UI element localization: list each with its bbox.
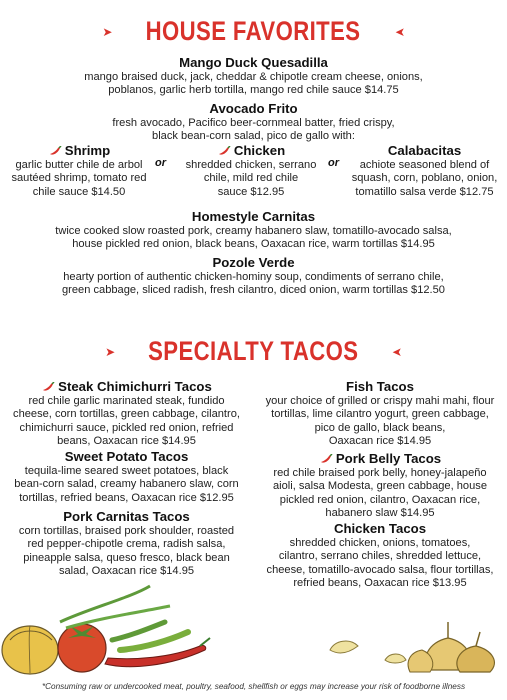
menu-item-sweet-potato-tacos (0, 449, 253, 505)
item-desc-line: green cabbage, sliced radish, fresh cilantro, diced onion, warm tortillas $12.50 (62, 284, 445, 297)
item-desc-line: pickled red onion, cilantro, Oaxacan rice, (279, 493, 481, 506)
item-desc-line: bean-corn salad, creamy habanero slaw, corn (14, 478, 239, 491)
item-desc-line: shredded chicken, onions, tomatoes, (289, 537, 471, 549)
item-name: Calabacitas (387, 143, 462, 158)
chili-pepper-icon (48, 146, 62, 157)
vegetables-illustration (0, 578, 215, 678)
chili-pepper-icon (217, 146, 231, 157)
item-desc-line: your choice of grilled or crispy mahi mahi, flour (265, 395, 495, 407)
item-name: Pozole Verde (212, 255, 295, 270)
item-desc-line: refried beans, Oaxacan rice $13.95 (293, 576, 467, 589)
item-desc-line: chimichurri sauce, pickled red onion, refried (19, 421, 234, 434)
item-name: Fish Tacos (346, 379, 414, 394)
item-desc-line: black bean-corn salad, pico de gallo with: (152, 130, 355, 143)
item-desc-line: house pickled red onion, black beans, Oaxacan rice, warm tortillas $14.95 (72, 238, 435, 251)
house-favorites-banner (0, 16, 507, 47)
item-name: Shrimp (64, 143, 111, 158)
item-desc-line: cheese, corn tortillas, green cabbage, cilantro, (13, 408, 240, 421)
item-name: Chicken Tacos (333, 521, 427, 536)
garlic-onion-illustration (290, 600, 507, 680)
item-desc-line: cheese, tomatillo-avocado salsa, flour tortillas, (266, 563, 494, 576)
section-title: HOUSE FAVORITES (146, 16, 361, 46)
menu-item-fish-tacos (253, 379, 507, 448)
section-title: SPECIALTY TACOS (148, 336, 359, 366)
item-desc-line: tequila-lime seared sweet potatoes, black (24, 465, 229, 477)
item-name: Avocado Frito (209, 101, 298, 116)
item-name: Sweet Potato Tacos (64, 449, 189, 464)
item-desc-line: cilantro, serrano chiles, shredded lettuce, (278, 550, 482, 563)
item-desc-line: tortillas, refried beans, Oaxacan rice $12.95 (19, 491, 234, 504)
item-desc-line: pineapple salsa, queso fresco, black bean (23, 551, 230, 564)
item-name: Steak Chimichurri Tacos (58, 379, 212, 394)
item-desc-line: red pepper-chipotle crema, radish salsa, (27, 538, 226, 551)
item-desc-line: pico de gallo, black beans, (314, 421, 446, 434)
item-desc-line: sautéed shrimp, tomato red (11, 172, 147, 185)
or-label: or (155, 157, 166, 169)
menu-item-steak-chimichurri-tacos (0, 379, 253, 448)
item-name: Homestyle Carnitas (191, 209, 316, 224)
arrow-ornament-icon: ➤ (102, 24, 113, 39)
item-desc-line: salad, Oaxacan rice $14.95 (58, 564, 195, 577)
menu-item-avocado-frito (0, 101, 507, 144)
menu-item-calabacitas (342, 143, 507, 199)
menu-item-chicken-tacos (253, 521, 507, 590)
chili-pepper-icon (41, 382, 55, 393)
item-desc-line: aioli, salsa Modesta, green cabbage, house (272, 480, 487, 493)
disclaimer: *Consuming raw or undercooked meat, poultry, seafood, shellfish or eggs may increase your risk of foodborne illness (41, 682, 466, 691)
or-label: or (328, 157, 339, 169)
menu-item-chicken (172, 143, 330, 199)
menu-item-pork-belly-tacos (253, 451, 507, 520)
item-name: Mango Duck Quesadilla (179, 55, 328, 70)
item-desc-line: twice cooked slow roasted pork, creamy habanero slaw, tomatillo-avocado salsa, (55, 225, 452, 237)
arrow-ornament-icon: ➤ (105, 344, 116, 359)
item-desc-line: red chile garlic marinated steak, fundido (28, 395, 225, 407)
item-desc-line: garlic butter chile de arbol (15, 159, 143, 171)
chili-pepper-icon (319, 454, 333, 465)
item-desc-line: squash, corn, poblano, onion, (351, 172, 498, 185)
item-desc-line: habanero slaw $14.95 (325, 506, 435, 519)
item-desc-line: shredded chicken, serrano (185, 159, 317, 171)
arrow-ornament-icon: ➤ (391, 344, 402, 359)
specialty-tacos-banner (0, 336, 507, 367)
item-desc-line: corn tortillas, braised pork shoulder, roasted (18, 525, 235, 537)
arrow-ornament-icon: ➤ (394, 24, 405, 39)
item-name: Chicken (233, 143, 286, 158)
item-desc-line: chile sauce $14.50 (32, 185, 126, 198)
item-desc-line: Oaxacan rice $14.95 (328, 434, 432, 447)
item-name: Pork Carnitas Tacos (63, 509, 190, 524)
item-desc-line: achiote seasoned blend of (359, 159, 490, 171)
item-desc-line: hearty portion of authentic chicken-hominy soup, condiments of serrano chile, (63, 271, 444, 283)
item-desc-line: beans, Oaxacan rice $14.95 (57, 434, 196, 447)
menu-item-mango-duck-quesadilla (0, 55, 507, 98)
item-name: Pork Belly Tacos (335, 451, 442, 466)
menu-item-pork-carnitas-tacos (0, 509, 253, 578)
item-desc-line: tortillas, lime cilantro yogurt, green cabbage, (271, 408, 489, 421)
item-desc-line: poblanos, garlic herb tortilla, mango red chile sauce $14.75 (108, 84, 399, 97)
item-desc-line: fresh avocado, Pacifico beer-cornmeal batter, fried crispy, (112, 117, 395, 129)
item-desc-line: red chile braised pork belly, honey-jalapeño (273, 467, 487, 479)
menu-item-pozole-verde (0, 255, 507, 298)
item-desc-line: mango braised duck, jack, cheddar & chipotle cream cheese, onions, (84, 71, 423, 83)
item-desc-line: chile, mild red chile (203, 172, 299, 185)
item-desc-line: sauce $12.95 (217, 185, 285, 198)
menu-item-homestyle-carnitas (0, 209, 507, 252)
menu-item-shrimp (0, 143, 158, 199)
item-desc-line: tomatillo salsa verde $12.75 (355, 185, 494, 198)
